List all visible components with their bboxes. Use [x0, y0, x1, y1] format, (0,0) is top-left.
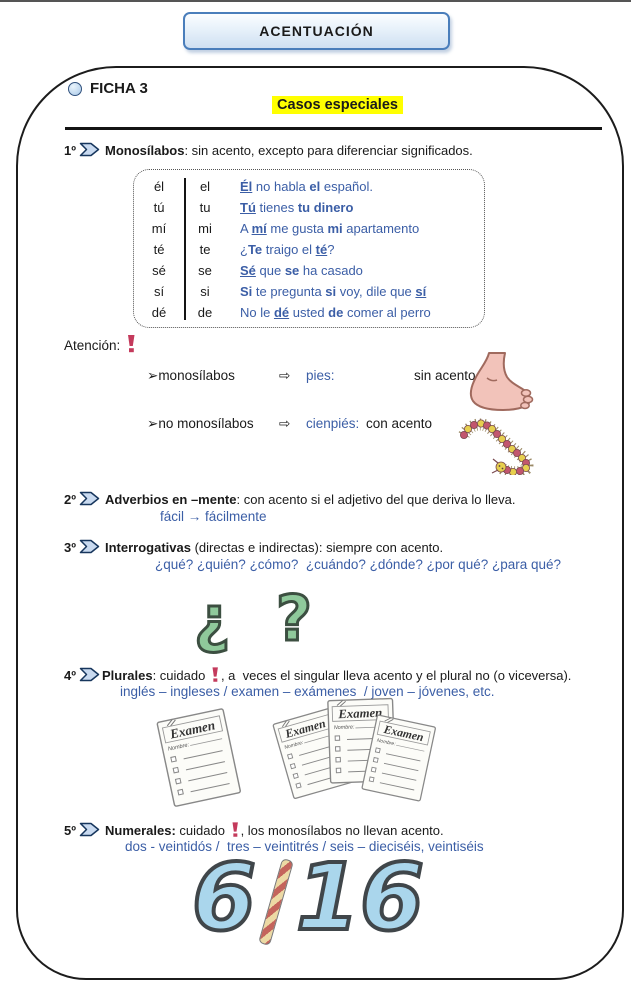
atencion-text: Atención: — [64, 338, 121, 353]
atencion-item — [147, 416, 432, 432]
arrowhead-bullet-icon: ➢ — [147, 368, 159, 383]
atencion-term — [147, 368, 279, 384]
circle-bullet-icon — [68, 82, 82, 96]
example-sentence: Sé que se ha casado — [240, 263, 363, 278]
table-row — [134, 260, 484, 281]
section-2-heading — [64, 491, 515, 507]
plain-word: el — [199, 179, 211, 194]
chevron-arrow-icon — [79, 142, 100, 157]
example-sentence: A mí me gusta mi apartamento — [240, 221, 420, 236]
warning-exclamation-icon — [210, 666, 220, 683]
example-sentence: Tú tienes tu dinero — [240, 200, 354, 215]
inverted-question-image: ¿ — [194, 582, 230, 655]
section-number: 1º — [64, 143, 76, 158]
title-banner — [183, 12, 450, 50]
atencion-label — [64, 334, 138, 353]
term-text: no monosílabos — [158, 416, 254, 431]
example-word: pies: — [306, 368, 335, 383]
accented-word: él — [153, 179, 165, 194]
section-title: Numerales: — [104, 823, 176, 838]
section-3-heading — [64, 539, 443, 555]
sixteen-image: 16 — [296, 844, 425, 951]
accented-word: mí — [151, 221, 167, 236]
example-sentence: Si te pregunta si voy, dile que sí — [240, 284, 427, 299]
section-text: , a veces el singular lleva acento y el plural no (o viceversa). — [220, 668, 572, 683]
subtitle-row — [0, 96, 631, 114]
section-title: Monosílabos — [104, 143, 185, 158]
chevron-arrow-icon — [79, 539, 100, 554]
section-text: cuidado — [175, 823, 229, 838]
section-4-example: inglés – ingleses / examen – exámenes / joven – jóvenes, etc. — [120, 684, 495, 699]
page-title: ACENTUACIÓN — [259, 23, 374, 39]
accented-word: sé — [152, 263, 166, 278]
section-title: Plurales — [101, 668, 153, 683]
section-2-example: fácil → fácilmente — [160, 509, 267, 524]
example-sentence: Él no habla el español. — [240, 179, 374, 194]
warning-exclamation-icon — [125, 334, 137, 353]
accent-note: sin acento — [414, 368, 476, 383]
casos-especiales-highlight: Casos especiales — [272, 96, 403, 114]
plain-word: si — [200, 284, 210, 299]
plain-word: te — [199, 242, 211, 257]
six-image: 6 — [192, 844, 257, 951]
section-text: : sin acento, excepto para diferenciar significados. — [184, 143, 473, 158]
divider-line — [65, 127, 602, 130]
table-row — [134, 239, 484, 260]
table-row — [134, 197, 484, 218]
plain-word: de — [197, 305, 213, 320]
section-title: Adverbios en –mente — [104, 492, 237, 507]
term-text: monosílabos — [158, 368, 235, 383]
striped-stick-image — [258, 858, 294, 946]
rightwards-arrow-icon: ⇨ — [279, 416, 291, 431]
plain-word: tu — [199, 200, 211, 215]
table-divider — [184, 178, 186, 320]
section-text: : con acento si el adjetivo del que deriva lo lleva. — [236, 492, 516, 507]
ficha-heading — [68, 80, 148, 97]
example-sentence: No le dé usted de comer al perro — [240, 305, 431, 320]
section-1-heading — [64, 142, 473, 158]
question-image: ? — [275, 582, 312, 655]
section-number: 2º — [64, 492, 76, 507]
accented-word: sí — [153, 284, 165, 299]
section-5-example: dos - veintidós / tres – veintitrés / seis – dieciséis, veintiséis — [125, 839, 484, 854]
section-text: (directas e indirectas): siempre con acento. — [190, 540, 444, 555]
rightwards-arrow-icon: ⇨ — [279, 368, 291, 383]
section-4-heading — [64, 666, 571, 683]
exam-single-image — [146, 700, 266, 808]
section-number: 5º — [64, 823, 76, 838]
accent-note: con acento — [366, 416, 433, 431]
centipede-image — [457, 418, 539, 475]
exam-stack-image — [272, 694, 437, 806]
ficha-label: FICHA 3 — [90, 80, 148, 97]
section-3-example: ¿qué? ¿quién? ¿cómo? ¿cuándo? ¿dónde? ¿por qué? ¿para qué? — [155, 557, 562, 572]
atencion-item — [147, 368, 476, 384]
chevron-arrow-icon — [79, 667, 100, 682]
foot-image — [462, 351, 536, 415]
warning-exclamation-icon — [230, 821, 240, 838]
example-word: cienpiés: — [306, 416, 360, 431]
section-5-heading — [64, 821, 444, 838]
section-text: : cuidado — [152, 668, 209, 683]
chevron-arrow-icon — [79, 822, 100, 837]
section-number: 3º — [64, 540, 76, 555]
plain-word: mi — [198, 221, 212, 236]
table-row — [134, 218, 484, 239]
numbers-images — [192, 844, 425, 951]
monosyllable-table — [133, 169, 485, 328]
plain-word: se — [198, 263, 212, 278]
arrowhead-bullet-icon: ➢ — [147, 416, 159, 431]
chevron-arrow-icon — [79, 491, 100, 506]
accented-word: dé — [151, 305, 167, 320]
accented-word: tú — [153, 200, 165, 215]
question-marks-images — [194, 584, 312, 654]
section-title: Interrogativas — [104, 540, 191, 555]
section-text: , los monosílabos no llevan acento. — [240, 823, 444, 838]
table-row — [134, 281, 484, 302]
accented-word: té — [153, 242, 165, 257]
atencion-term — [147, 416, 279, 432]
table-row — [134, 176, 484, 197]
example-sentence: ¿Te traigo el té? — [240, 242, 335, 257]
section-number: 4º — [64, 668, 76, 683]
table-row — [134, 302, 484, 323]
